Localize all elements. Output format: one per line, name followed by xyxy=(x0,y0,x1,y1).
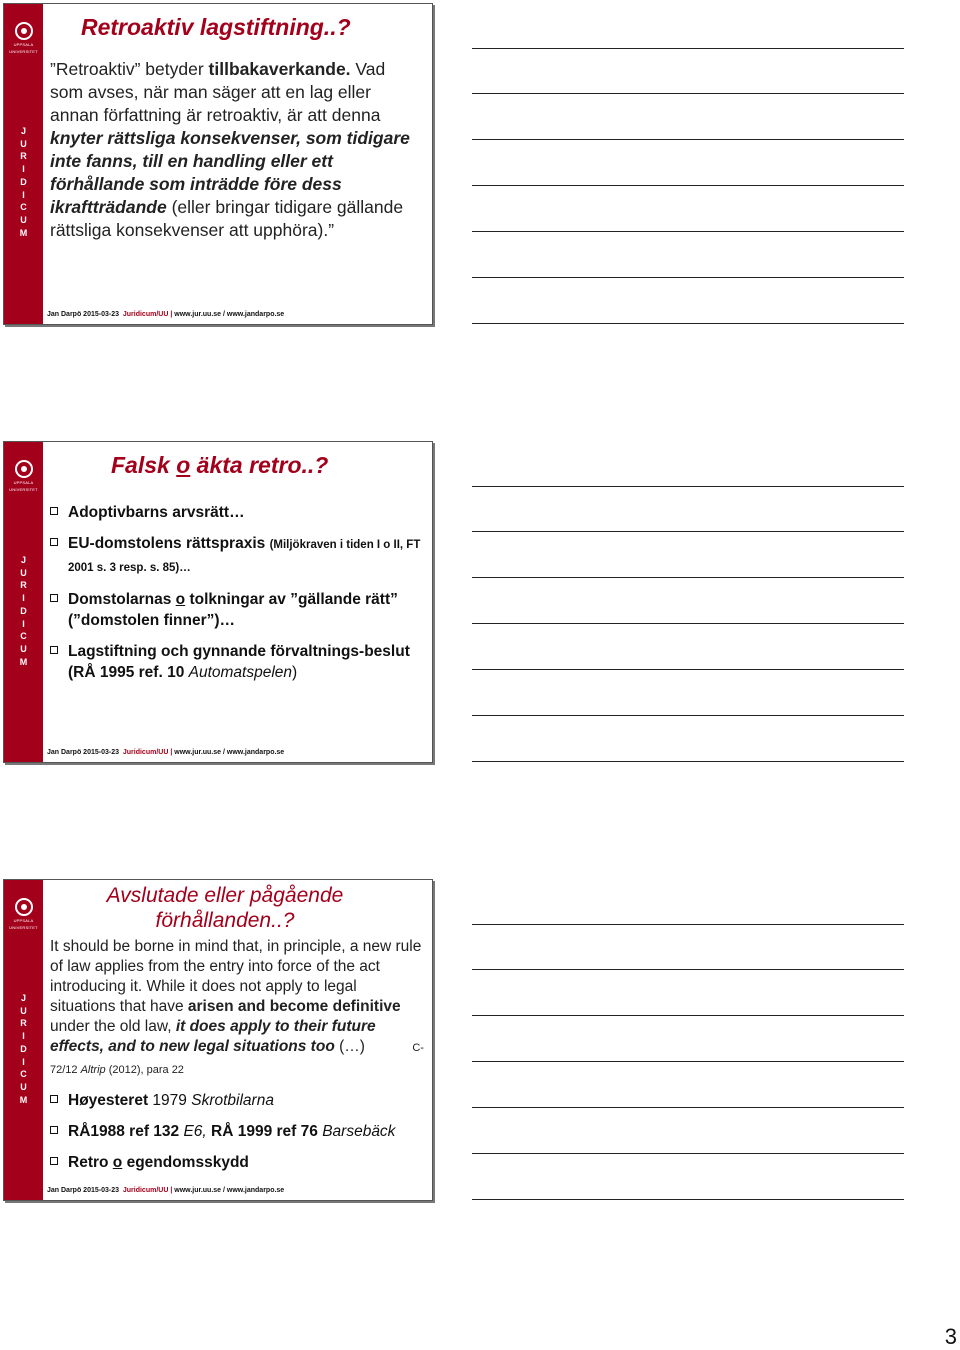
vertical-letter: J xyxy=(20,555,26,565)
note-line xyxy=(472,48,904,49)
note-line xyxy=(472,1153,904,1154)
note-line xyxy=(472,185,904,186)
list-item xyxy=(50,502,428,523)
bullet-text: egendomsskydd xyxy=(122,1154,249,1171)
note-line xyxy=(472,761,904,762)
slide-sidebar xyxy=(4,4,43,324)
vertical-letter: D xyxy=(20,176,27,187)
bullet-text-underlined: o xyxy=(112,1154,123,1171)
vertical-letter: U xyxy=(20,567,27,578)
slide-footer xyxy=(47,1187,284,1194)
vertical-juridicum xyxy=(4,554,43,668)
vertical-letter: U xyxy=(20,138,27,149)
vertical-letter: U xyxy=(20,1005,27,1016)
vertical-letter: J xyxy=(20,993,26,1003)
list-item xyxy=(50,1152,428,1173)
bullet-text: Lagstiftning och gynnande förvaltnings-beslut (RÅ 1995 ref. 10 xyxy=(68,643,410,681)
note-line xyxy=(472,323,904,324)
vertical-letter: I xyxy=(22,618,25,629)
vertical-letter: U xyxy=(20,214,27,225)
bullet-text: Retro xyxy=(68,1154,113,1171)
title-run: äkta retro..? xyxy=(190,452,329,478)
slide-2 xyxy=(3,441,433,763)
vertical-letter: I xyxy=(22,164,25,175)
note-line xyxy=(472,623,904,624)
university-logo xyxy=(9,460,38,492)
text-run: under the old law, xyxy=(50,1018,176,1036)
note-line xyxy=(472,486,904,487)
bullet-text: 1979 xyxy=(148,1092,192,1109)
footer-sites: www.jur.uu.se / www.jandarpo.se xyxy=(174,749,285,756)
vertical-letter: I xyxy=(22,593,25,604)
slide-sidebar xyxy=(4,442,43,762)
note-line xyxy=(472,715,904,716)
footer-sep: | xyxy=(168,749,175,756)
vertical-letter: U xyxy=(20,1081,27,1092)
vertical-letter: R xyxy=(20,580,27,591)
university-logo xyxy=(9,898,38,930)
slide-title xyxy=(111,452,328,478)
logo-text-1: UPPSALA xyxy=(13,480,34,485)
vertical-letter: I xyxy=(22,189,25,200)
note-line xyxy=(472,669,904,670)
seal-icon xyxy=(15,460,33,478)
bullet-text-small: (Miljökraven i tiden I o II, FT 2001 s. 3 resp. s. 85)… xyxy=(68,539,421,574)
bullet-text-italic: E6, xyxy=(183,1123,207,1140)
footer-sep: | xyxy=(168,1187,175,1194)
note-line xyxy=(472,1061,904,1062)
text-run: It should be borne in mind that, in principle, a new rule of law applies from the entry into force of the act introducing it. While it does not apply to legal situations that have xyxy=(50,938,422,1016)
vertical-letter: I xyxy=(22,1056,25,1067)
list-item xyxy=(50,641,428,683)
vertical-letter: M xyxy=(19,1094,28,1105)
bullet-text: ) xyxy=(292,664,298,681)
seal-icon xyxy=(15,22,33,40)
footer-dept: Juridicum/UU xyxy=(122,749,169,756)
bullet-text-italic: Skrotbilarna xyxy=(191,1092,274,1109)
bullet-text: Adoptivbarns arvsrätt… xyxy=(68,504,245,521)
bullet-text-italic: Automatspelen xyxy=(188,664,293,681)
note-line xyxy=(472,924,904,925)
logo-text-1: UPPSALA xyxy=(13,918,34,923)
note-line xyxy=(472,1199,904,1200)
vertical-letter: D xyxy=(20,1043,27,1054)
footer-author: Jan Darpö 2015-03-23 xyxy=(47,311,119,318)
citation-run: C-72/12 xyxy=(50,1042,424,1076)
university-logo xyxy=(9,22,38,54)
vertical-letter: D xyxy=(20,605,27,616)
note-line xyxy=(472,1015,904,1016)
note-line xyxy=(472,93,904,94)
note-line xyxy=(472,577,904,578)
citation-run-italic: Altrip xyxy=(80,1063,106,1076)
bullet-text: tolkningar av ”gällande rätt” (”domstolen finner”)… xyxy=(68,591,398,629)
note-line xyxy=(472,231,904,232)
note-line xyxy=(472,1107,904,1108)
quote-paragraph xyxy=(50,937,426,1080)
note-line xyxy=(472,969,904,970)
list-item xyxy=(50,589,428,631)
title-run-underlined: o xyxy=(176,452,191,478)
vertical-letter: C xyxy=(20,1069,27,1080)
title-run: Falsk xyxy=(111,452,177,478)
footer-author: Jan Darpö 2015-03-23 xyxy=(47,1187,119,1194)
bullet-text: RÅ 1999 ref 76 xyxy=(206,1123,323,1140)
vertical-letter: R xyxy=(20,1018,27,1029)
list-item xyxy=(50,1090,428,1111)
bullet-text-underlined: o xyxy=(175,591,186,608)
footer-sep: | xyxy=(168,311,175,318)
note-line xyxy=(472,139,904,140)
text-run: ”Retroaktiv” betyder xyxy=(50,59,209,79)
vertical-letter: J xyxy=(20,126,26,136)
vertical-letter: M xyxy=(19,656,28,667)
list-item xyxy=(50,533,428,579)
note-line xyxy=(472,531,904,532)
text-run: (eller bringar tidigare gällande rättsliga konsekvenser att upphöra).” xyxy=(50,197,404,240)
list-item xyxy=(50,1121,428,1142)
logo-text-2: UNIVERSITET xyxy=(9,487,38,492)
text-run-bold-italic: it does apply to their future effects, and to new legal situations too xyxy=(50,1018,376,1056)
vertical-letter: C xyxy=(20,202,27,213)
slide-footer xyxy=(47,749,284,756)
slide-sidebar xyxy=(4,880,43,1200)
definition-paragraph xyxy=(50,58,422,242)
seal-icon xyxy=(15,898,33,916)
citation-run: (2012), para 22 xyxy=(105,1063,184,1076)
logo-text-1: UPPSALA xyxy=(13,42,34,47)
footer-dept: Juridicum/UU xyxy=(122,1187,169,1194)
bullet-text: RÅ1988 ref 132 xyxy=(68,1123,184,1140)
bullet-text: Domstolarnas xyxy=(68,591,176,608)
bullet-text-italic: Barsebäck xyxy=(322,1123,396,1140)
vertical-letter: M xyxy=(19,227,28,238)
logo-text-2: UNIVERSITET xyxy=(9,925,38,930)
vertical-juridicum xyxy=(4,125,43,239)
vertical-juridicum xyxy=(4,992,43,1106)
text-run: (…) xyxy=(334,1038,365,1056)
bullet-list xyxy=(50,1090,428,1183)
vertical-letter: I xyxy=(22,1031,25,1042)
text-run-bold: arisen and become definitive xyxy=(187,998,401,1016)
text-run: Vad som avses, när man säger att en lag eller annan författning är retroaktiv, är att denna xyxy=(50,59,386,125)
vertical-letter: C xyxy=(20,631,27,642)
bullet-text: EU-domstolens rättspraxis xyxy=(68,535,270,552)
text-run-bold-italic: knyter rättsliga konsekvenser, som tidigare inte fanns, till en handling eller ett förhållande som inträdde före dess ikraftträdande xyxy=(50,128,410,217)
vertical-letter: R xyxy=(20,151,27,162)
slide-1 xyxy=(3,3,433,325)
note-line xyxy=(472,277,904,278)
bullet-text: Høyesteret xyxy=(68,1092,149,1109)
footer-sites: www.jur.uu.se / www.jandarpo.se xyxy=(174,311,285,318)
footer-dept: Juridicum/UU xyxy=(122,311,169,318)
slide-title: Avslutade eller pågående förhållanden..? xyxy=(106,884,344,932)
footer-sites: www.jur.uu.se / www.jandarpo.se xyxy=(174,1187,285,1194)
slide-3 xyxy=(3,879,433,1201)
page-number: 3 xyxy=(944,1324,957,1349)
vertical-letter: U xyxy=(20,643,27,654)
bullet-list xyxy=(50,502,428,693)
text-run-bold: tillbakaverkande. xyxy=(208,59,351,79)
slide-title: Retroaktiv lagstiftning..? xyxy=(81,14,351,40)
footer-author: Jan Darpö 2015-03-23 xyxy=(47,749,119,756)
logo-text-2: UNIVERSITET xyxy=(9,49,38,54)
slide-footer xyxy=(47,311,284,318)
